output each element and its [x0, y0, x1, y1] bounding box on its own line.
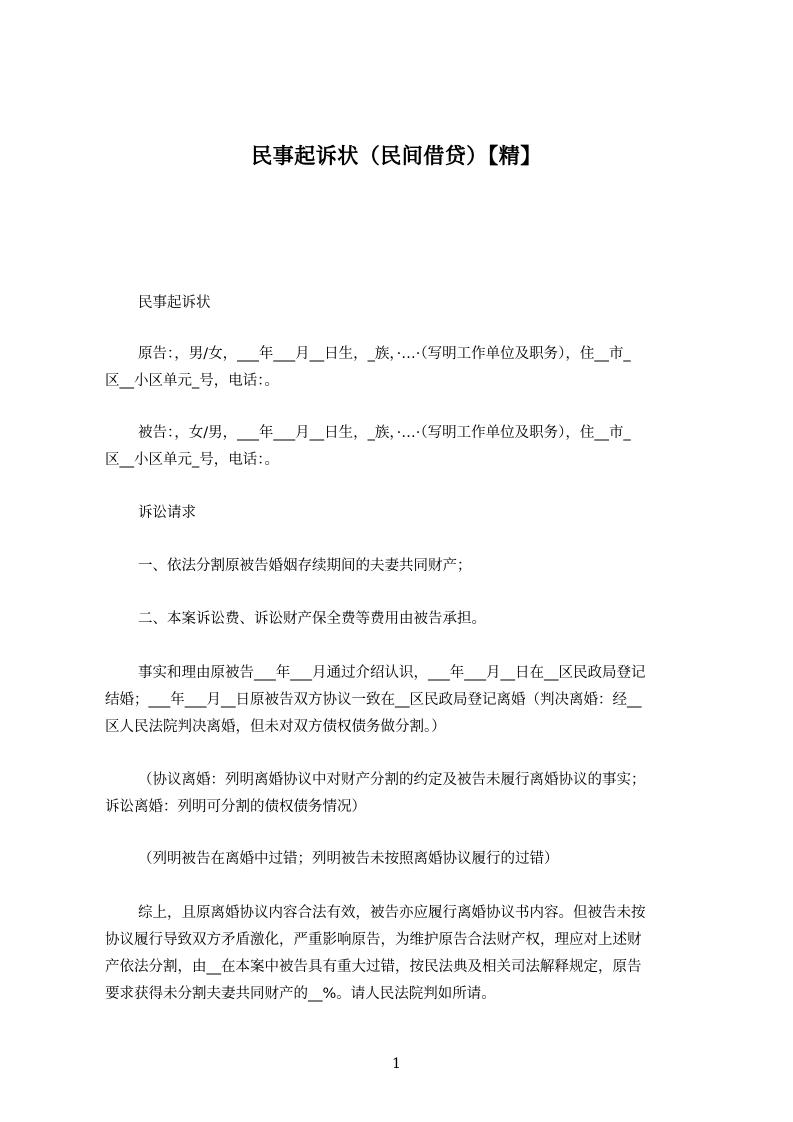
claim-1-text: 一、依法分割原被告婚姻存续期间的夫妻共同财产；	[138, 558, 472, 574]
defendant-line-1: 被告：，女/男，___年___月__日生，_族，·…·（写明工作单位及职务），住__市_	[138, 425, 631, 441]
note-1-line-1: （协议离婚：列明离婚协议中对财产分割的约定及被告未履行离婚协议的事实；	[138, 772, 646, 788]
defendant-line-2: 区__小区单元_号，电话：。	[105, 452, 279, 468]
note-2-line: （列明被告在离婚中过错；列明被告未按照离婚协议履行的过错）	[138, 851, 559, 867]
facts-line-2: 结婚；___年___月__日原被告双方协议一致在__区民政局登记离婚（判决离婚：经__	[105, 692, 642, 708]
conclusion-paragraph	[105, 900, 695, 1008]
plaintiff-line-2: 区__小区单元_号，电话：。	[105, 373, 279, 389]
conclusion-line-2: 协议履行导致双方矛盾激化，严重影响原告，为维护原告合法财产权，理应对上述财	[105, 932, 642, 948]
conclusion-line-1: 综上，且原离婚协议内容合法有效，被告亦应履行离婚协议书内容。但被告未按	[138, 905, 646, 921]
note-paragraph-2	[105, 846, 695, 873]
note-paragraph-1	[105, 767, 695, 821]
complaint-heading	[138, 290, 728, 317]
claim-2-text: 二、本案诉讼费、诉讼财产保全费等费用由被告承担。	[138, 611, 486, 627]
facts-line-1: 事实和理由原被告___年___月通过介绍认识，___年___月__日在__区民政局登记	[138, 665, 646, 681]
claim-item-1	[138, 553, 728, 580]
plaintiff-line-1: 原告：，男/女，___年___月__日生，_族，·…·（写明工作单位及职务），住__市_	[138, 346, 631, 362]
heading-text: 民事起诉状	[138, 295, 211, 311]
facts-line-3: 区人民法院判决离婚，但未对双方债权债务做分割。）	[105, 719, 446, 735]
document-title: 民事起诉状（民间借贷）【精】	[251, 144, 542, 168]
plaintiff-paragraph	[105, 341, 695, 395]
page-number: 1	[392, 1056, 401, 1072]
facts-paragraph	[105, 660, 695, 741]
claims-heading	[138, 500, 728, 527]
conclusion-line-4: 要求获得未分割夫妻共同财产的__%。请人民法院判如所请。	[105, 986, 496, 1002]
note-1-line-2: 诉讼离婚：列明可分割的债权债务情况）	[105, 799, 366, 815]
defendant-paragraph	[105, 420, 695, 474]
claim-item-2	[138, 606, 728, 633]
conclusion-line-3: 产依法分割，由__在本案中被告具有重大过错，按民法典及相关司法解释规定，原告	[105, 959, 642, 975]
claims-heading-text: 诉讼请求	[138, 505, 196, 521]
